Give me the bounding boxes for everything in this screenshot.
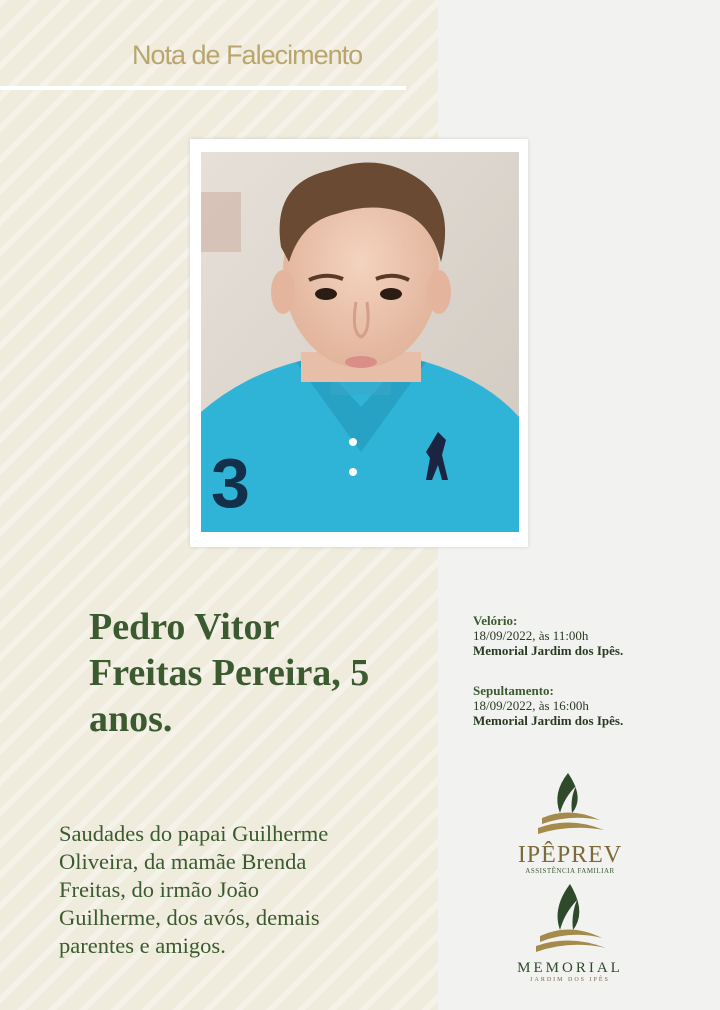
name-line: Pedro Vitor — [89, 606, 280, 648]
deceased-name — [89, 604, 409, 742]
memorial-name: MEMORIAL — [517, 960, 623, 976]
burial-place: Memorial Jardim dos Ipês. — [473, 713, 624, 728]
title-divider — [0, 86, 406, 90]
portrait-illustration — [201, 152, 519, 532]
memorial-logo — [490, 880, 650, 983]
burial-datetime: 18/09/2022, às 16:00h — [473, 698, 589, 713]
burial-info — [473, 683, 713, 728]
name-line: Freitas Pereira, 5 — [89, 652, 370, 694]
wake-datetime: 18/09/2022, às 11:00h — [473, 628, 589, 643]
burial-label: Sepultamento: — [473, 683, 554, 698]
portrait-frame — [190, 139, 528, 547]
tribute-line: Freitas, do irmão João — [59, 877, 259, 902]
portrait-photo — [201, 152, 519, 532]
wake-label: Velório: — [473, 613, 518, 628]
tribute-message — [59, 820, 419, 960]
page-title: Nota de Falecimento — [132, 40, 363, 70]
tribute-line: parentes e amigos. — [59, 933, 226, 958]
ipeprev-flame-icon — [530, 768, 610, 838]
wake-info — [473, 613, 713, 658]
svg-text:3: 3 — [211, 444, 250, 522]
tribute-line: Guilherme, dos avós, demais — [59, 905, 320, 930]
wake-place: Memorial Jardim dos Ipês. — [473, 643, 624, 658]
ipeprev-logo — [490, 768, 650, 875]
memorial-tagline: JARDIM DOS IPÊS — [530, 977, 610, 983]
ipeprev-tagline: ASSISTÊNCIA FAMILIAR — [525, 867, 615, 875]
name-line: anos. — [89, 698, 173, 740]
ipeprev-name: IPÊPREV — [517, 842, 623, 868]
memorial-flame-icon — [530, 880, 610, 954]
tribute-line: Oliveira, da mamãe Brenda — [59, 849, 307, 874]
tribute-line: Saudades do papai Guilherme — [59, 821, 329, 846]
